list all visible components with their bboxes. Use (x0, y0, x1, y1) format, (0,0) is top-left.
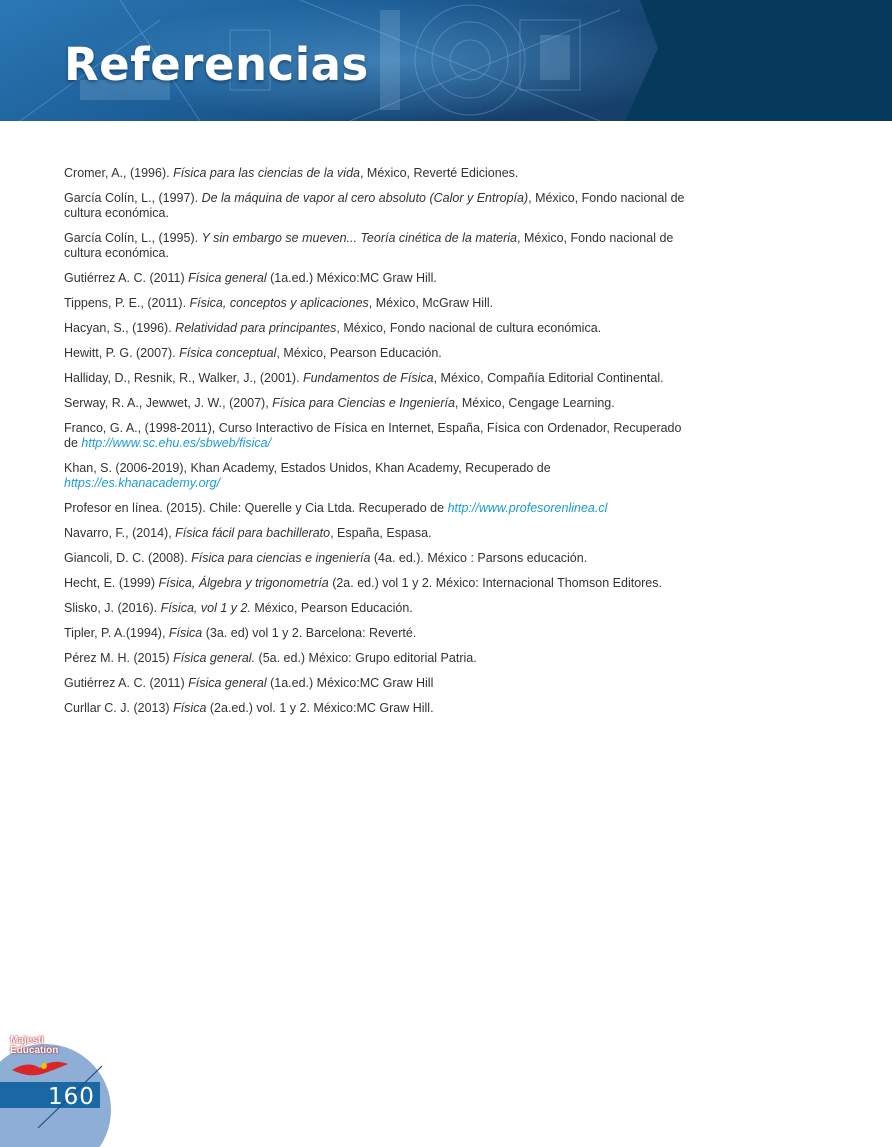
logo-bird-icon (10, 1056, 70, 1078)
reference-title: Y sin embargo se mueven... Teoría cinética de la materia (201, 231, 518, 245)
reference-text: Cromer, A., (1996). (64, 166, 174, 180)
reference-title: Física, Álgebra y trigonometría (158, 576, 329, 590)
reference-text: (1a.ed.) México:MC Graw Hill. (266, 271, 437, 285)
reference-item (64, 346, 696, 361)
reference-text: , México, Fondo nacional de cultura económica. (336, 321, 602, 335)
page-title: Referencias (64, 38, 369, 91)
reference-text: Navarro, F., (2014), (64, 526, 176, 540)
reference-text: Khan, S. (2006-2019), Khan Academy, Estados Unidos, Khan Academy, Recuperado de (64, 461, 551, 475)
reference-text: Hewitt, P. G. (2007). (64, 346, 180, 360)
reference-text: (4a. ed.). México : Parsons educación. (370, 551, 588, 565)
reference-item (64, 626, 696, 641)
reference-text: (2a.ed.) vol. 1 y 2. México:MC Graw Hill. (206, 701, 434, 715)
reference-title: Relatividad para principantes (175, 321, 337, 335)
reference-item (64, 396, 696, 411)
reference-item (64, 321, 696, 336)
reference-item (64, 701, 696, 716)
reference-text: , México, Fondo nacional de cultura económica. (64, 231, 674, 260)
logo-line2: Education (10, 1045, 59, 1056)
reference-link[interactable]: http://www.sc.ehu.es/sbweb/fisica/ (81, 436, 272, 450)
reference-item (64, 371, 696, 386)
reference-item (64, 501, 696, 516)
reference-title: Física general (188, 271, 267, 285)
reference-title: Física (168, 626, 203, 640)
reference-title: Física para las ciencias de la vida (173, 166, 360, 180)
reference-list (64, 166, 696, 726)
reference-item (64, 231, 696, 261)
reference-title: Fundamentos de Física (302, 371, 434, 385)
reference-item (64, 421, 696, 451)
reference-text: Gutiérrez A. C. (2011) (64, 676, 189, 690)
reference-text: , México, Reverté Ediciones. (359, 166, 519, 180)
reference-text: Giancoli, D. C. (2008). (64, 551, 192, 565)
reference-text: , México, McGraw Hill. (368, 296, 494, 310)
reference-text: Hacyan, S., (1996). (64, 321, 176, 335)
reference-text: Tipler, P. A.(1994), (64, 626, 169, 640)
reference-text: , México, Fondo nacional de cultura económica. (64, 191, 685, 220)
logo-line1: Majesti (10, 1035, 44, 1046)
reference-item (64, 676, 696, 691)
reference-item (64, 576, 696, 591)
reference-text: (3a. ed) vol 1 y 2. Barcelona: Reverté. (202, 626, 417, 640)
reference-text: Serway, R. A., Jewwet, J. W., (2007), (64, 396, 273, 410)
reference-item (64, 271, 696, 286)
reference-text: Gutiérrez A. C. (2011) (64, 271, 189, 285)
reference-item (64, 651, 696, 666)
reference-text: Tippens, P. E., (2011). (64, 296, 190, 310)
reference-text: (1a.ed.) México:MC Graw Hill (266, 676, 434, 690)
reference-link[interactable]: https://es.khanacademy.org/ (64, 476, 221, 490)
reference-title: Física, conceptos y aplicaciones (189, 296, 369, 310)
reference-title: Física para ciencias e ingeniería (191, 551, 371, 565)
publisher-logo (10, 1036, 70, 1081)
reference-text: , México, Cengage Learning. (454, 396, 615, 410)
reference-text: , México, Compañía Editorial Continental. (433, 371, 664, 385)
reference-title: Física (173, 701, 207, 715)
reference-text: México, Pearson Educación. (250, 601, 413, 615)
reference-text: Curllar C. J. (2013) (64, 701, 174, 715)
reference-text: (5a. ed.) México: Grupo editorial Patria. (255, 651, 477, 665)
reference-text: , México, Pearson Educación. (276, 346, 442, 360)
reference-text: Pérez M. H. (2015) (64, 651, 174, 665)
reference-text: Slisko, J. (2016). (64, 601, 161, 615)
reference-text: (2a. ed.) vol 1 y 2. México: Internacional Thomson Editores. (328, 576, 662, 590)
reference-text: García Colín, L., (1995). (64, 231, 202, 245)
reference-title: Física general. (173, 651, 256, 665)
page-number: 160 (48, 1084, 95, 1110)
reference-title: Física conceptual (179, 346, 277, 360)
reference-text: Profesor en línea. (2015). Chile: Querelle y Cia Ltda. Recuperado de (64, 501, 448, 515)
reference-item (64, 191, 696, 221)
reference-text: , España, Espasa. (330, 526, 432, 540)
reference-text: Franco, G. A., (1998-2011), Curso Interactivo de Física en Internet, España, Física con Ordenador, Recuperado de (64, 421, 682, 450)
reference-title: Física general (188, 676, 267, 690)
reference-title: De la máquina de vapor al cero absoluto (Calor y Entropía) (201, 191, 529, 205)
header-banner (0, 0, 892, 121)
reference-item (64, 551, 696, 566)
reference-item (64, 601, 696, 616)
reference-link[interactable]: http://www.profesorenlinea.cl (447, 501, 608, 515)
reference-text: García Colín, L., (1997). (64, 191, 202, 205)
reference-item (64, 166, 696, 181)
reference-title: Física para Ciencias e Ingeniería (272, 396, 455, 410)
reference-item (64, 461, 696, 491)
reference-text: Hecht, E. (1999) (64, 576, 159, 590)
reference-text: Halliday, D., Resnik, R., Walker, J., (2001). (64, 371, 303, 385)
reference-item (64, 296, 696, 311)
reference-item (64, 526, 696, 541)
reference-title: Física, vol 1 y 2. (160, 601, 251, 615)
reference-title: Física fácil para bachillerato (175, 526, 331, 540)
